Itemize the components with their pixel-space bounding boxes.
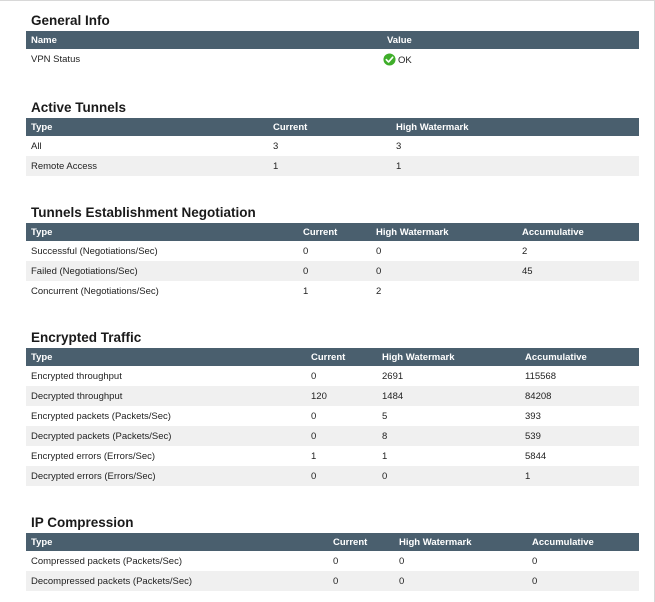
type-cell: Compressed packets (Packets/Sec) bbox=[31, 555, 183, 567]
column-header-current: Current bbox=[328, 533, 394, 551]
ip-compression-section bbox=[26, 513, 639, 591]
column-header-accumulative: Accumulative bbox=[527, 533, 639, 551]
general-info-title: General Info bbox=[31, 13, 110, 28]
accumulative-cell: 1 bbox=[520, 466, 639, 486]
type-cell: Decompressed packets (Packets/Sec) bbox=[26, 571, 328, 591]
column-header-accumulative: Accumulative bbox=[517, 223, 639, 241]
high-watermark-cell: 1 bbox=[382, 450, 388, 462]
accumulative-cell: 0 bbox=[527, 571, 639, 591]
column-header-name: Name bbox=[26, 31, 382, 49]
accumulative-cell: 0 bbox=[532, 555, 538, 567]
type-cell: Encrypted packets (Packets/Sec) bbox=[31, 410, 171, 422]
tunnels-negotiation-title: Tunnels Establishment Negotiation bbox=[31, 205, 256, 220]
high-watermark-cell: 2 bbox=[376, 285, 382, 297]
table-header-row bbox=[26, 533, 639, 551]
current-cell: 0 bbox=[328, 571, 394, 591]
type-cell: All bbox=[31, 140, 42, 152]
ip-compression-table bbox=[26, 533, 639, 591]
table-row bbox=[26, 571, 639, 591]
encrypted-traffic-section bbox=[26, 328, 639, 486]
current-cell: 0 bbox=[333, 555, 339, 567]
current-cell: 0 bbox=[306, 466, 377, 486]
active-tunnels-title: Active Tunnels bbox=[31, 100, 127, 115]
type-cell: Decrypted throughput bbox=[26, 386, 306, 406]
accumulative-cell: 2 bbox=[522, 245, 528, 257]
column-header-high-watermark: High Watermark bbox=[394, 533, 527, 551]
column-header-high-watermark: High Watermark bbox=[371, 223, 517, 241]
high-watermark-cell: 5 bbox=[382, 410, 388, 422]
current-cell: 3 bbox=[273, 140, 279, 152]
high-watermark-cell: 1484 bbox=[377, 386, 520, 406]
vpn-status-label: VPN Status bbox=[31, 53, 81, 65]
table-header-row bbox=[26, 31, 639, 49]
column-header-value: Value bbox=[382, 31, 639, 49]
vpn-status-text: OK bbox=[398, 54, 412, 66]
column-header-type: Type bbox=[26, 118, 268, 136]
current-cell: 0 bbox=[311, 370, 317, 382]
accumulative-cell bbox=[517, 281, 639, 301]
encrypted-traffic-table bbox=[26, 348, 639, 486]
type-cell: Successful (Negotiations/Sec) bbox=[31, 245, 158, 257]
high-watermark-cell: 8 bbox=[377, 426, 520, 446]
encrypted-traffic-title: Encrypted Traffic bbox=[31, 330, 142, 345]
table-row bbox=[26, 406, 639, 426]
accumulative-cell: 115568 bbox=[525, 370, 556, 382]
current-cell: 0 bbox=[298, 261, 371, 281]
check-circle-icon bbox=[383, 53, 396, 66]
table-header-row bbox=[26, 348, 639, 366]
column-header-current: Current bbox=[298, 223, 371, 241]
accumulative-cell: 539 bbox=[520, 426, 639, 446]
active-tunnels-section bbox=[26, 98, 639, 176]
type-cell: Encrypted throughput bbox=[31, 370, 122, 382]
high-watermark-cell: 1 bbox=[391, 156, 639, 176]
table-row bbox=[26, 281, 639, 301]
column-header-high-watermark: High Watermark bbox=[391, 118, 639, 136]
table-row bbox=[26, 446, 639, 466]
high-watermark-cell: 0 bbox=[377, 466, 520, 486]
high-watermark-cell: 0 bbox=[376, 245, 382, 257]
table-row bbox=[26, 551, 639, 571]
column-header-current: Current bbox=[306, 348, 377, 366]
column-header-type: Type bbox=[26, 533, 328, 551]
high-watermark-cell: 0 bbox=[399, 555, 405, 567]
current-cell: 0 bbox=[311, 410, 317, 422]
active-tunnels-table bbox=[26, 118, 639, 176]
current-cell: 0 bbox=[303, 245, 309, 257]
frame-top-border bbox=[0, 0, 655, 1]
current-cell: 1 bbox=[268, 156, 391, 176]
high-watermark-cell: 0 bbox=[394, 571, 527, 591]
table-row bbox=[26, 241, 639, 261]
column-header-accumulative: Accumulative bbox=[520, 348, 639, 366]
high-watermark-cell: 3 bbox=[396, 140, 402, 152]
table-row bbox=[26, 386, 639, 406]
table-header-row bbox=[26, 118, 639, 136]
type-cell: Failed (Negotiations/Sec) bbox=[26, 261, 298, 281]
high-watermark-cell: 2691 bbox=[382, 370, 404, 382]
column-header-type: Type bbox=[26, 223, 298, 241]
table-row bbox=[26, 366, 639, 386]
column-header-current: Current bbox=[268, 118, 391, 136]
current-cell: 0 bbox=[306, 426, 377, 446]
column-header-type: Type bbox=[26, 348, 306, 366]
tunnels-negotiation-table bbox=[26, 223, 639, 301]
vpn-status-value bbox=[382, 49, 639, 69]
accumulative-cell: 84208 bbox=[520, 386, 639, 406]
high-watermark-cell: 0 bbox=[371, 261, 517, 281]
table-header-row bbox=[26, 223, 639, 241]
current-cell: 1 bbox=[303, 285, 309, 297]
table-row bbox=[26, 49, 639, 69]
table-row bbox=[26, 261, 639, 281]
current-cell: 1 bbox=[311, 450, 317, 462]
type-cell: Decrypted packets (Packets/Sec) bbox=[26, 426, 306, 446]
table-row bbox=[26, 136, 639, 156]
general-info-section bbox=[26, 11, 639, 69]
accumulative-cell: 5844 bbox=[525, 450, 547, 462]
accumulative-cell: 45 bbox=[517, 261, 639, 281]
table-row bbox=[26, 426, 639, 446]
table-row bbox=[26, 466, 639, 486]
tunnels-negotiation-section bbox=[26, 203, 639, 301]
type-cell: Encrypted errors (Errors/Sec) bbox=[31, 450, 156, 462]
type-cell: Decrypted errors (Errors/Sec) bbox=[26, 466, 306, 486]
ip-compression-title: IP Compression bbox=[31, 515, 134, 530]
accumulative-cell: 393 bbox=[525, 410, 541, 422]
current-cell: 120 bbox=[306, 386, 377, 406]
type-cell: Concurrent (Negotiations/Sec) bbox=[31, 285, 159, 297]
column-header-high-watermark: High Watermark bbox=[377, 348, 520, 366]
general-info-table bbox=[26, 31, 639, 69]
type-cell: Remote Access bbox=[26, 156, 268, 176]
table-row bbox=[26, 156, 639, 176]
